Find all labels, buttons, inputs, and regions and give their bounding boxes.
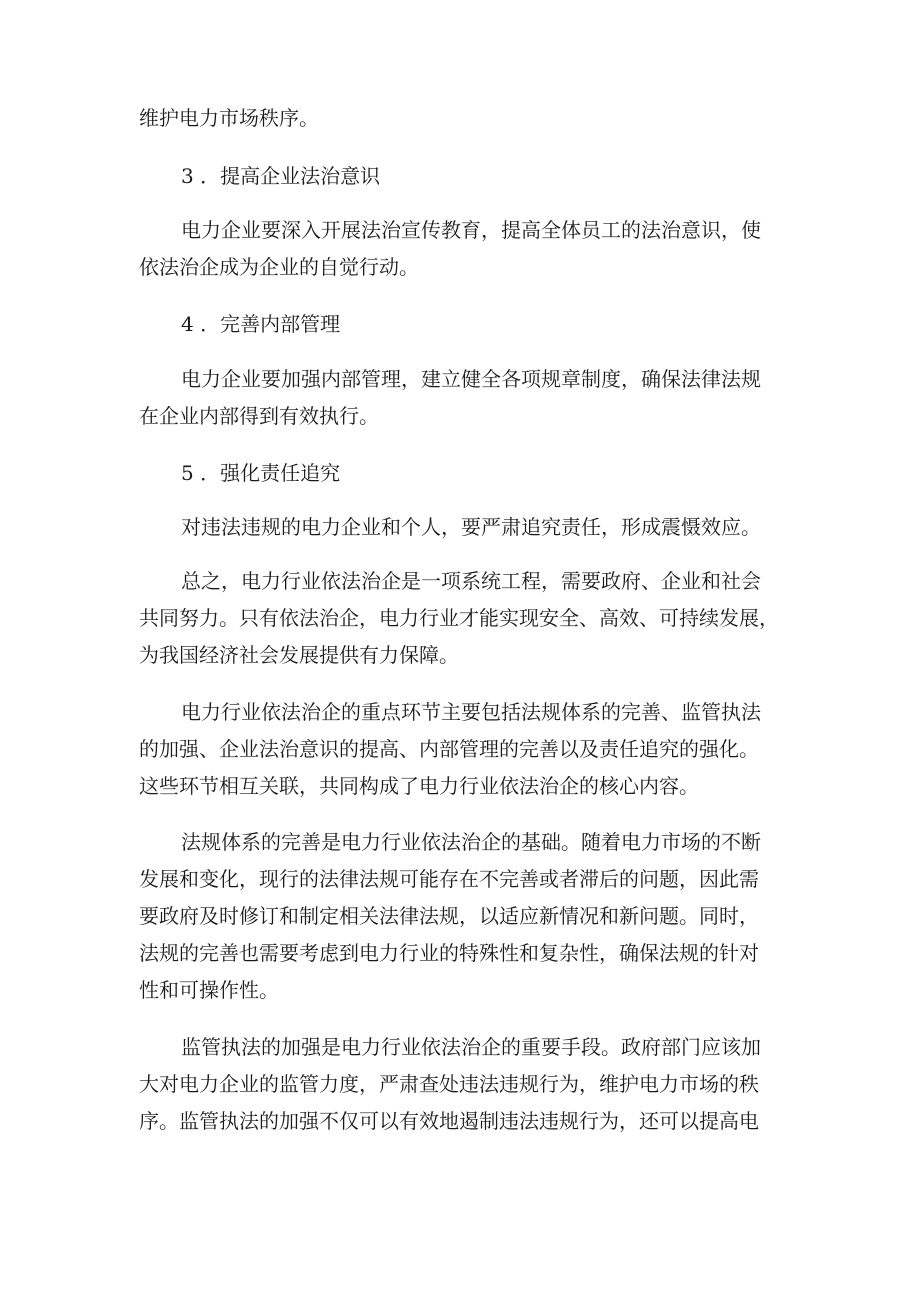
section-heading [139, 158, 380, 195]
text-line: 序。监管执法的加强不仅可以有效地遏制违法违规行为，还可以提高电 [139, 1109, 759, 1133]
text-line: 为我国经济社会发展提供有力保障。 [139, 643, 459, 667]
document-body [139, 0, 779, 1301]
paragraph [139, 509, 761, 546]
text-line: 监管执法的加强是电力行业依法治企的重要手段。政府部门应该加 [181, 1035, 761, 1059]
text-line: 共同努力。只有依法治企，电力行业才能实现安全、高效、可持续发展， [139, 606, 779, 630]
text-line: 在企业内部得到有效执行。 [139, 404, 379, 428]
text-line: 法规的完善也需要考虑到电力行业的特殊性和复杂性，确保法规的针对 [139, 941, 759, 965]
text-line: 总之，电力行业依法治企是一项系统工程，需要政府、企业和社会 [181, 569, 761, 593]
text-line: 4 ．完善内部管理 [181, 312, 341, 336]
text-line: 大对电力企业的监管力度，严肃查处违法违规行为，维护电力市场的秩 [139, 1072, 759, 1096]
text-line: 发展和变化，现行的法律法规可能存在不完善或者滞后的问题，因此需 [139, 867, 759, 891]
text-line: 的加强、企业法治意识的提高、内部管理的完善以及责任追究的强化。 [139, 737, 759, 761]
text-line: 这些环节相互关联，共同构成了电力行业依法治企的核心内容。 [139, 774, 699, 798]
paragraph [139, 100, 319, 137]
text-line: 3 ．提高企业法治意识 [181, 164, 381, 188]
section-heading [139, 306, 340, 343]
section-heading [139, 455, 340, 492]
text-line: 电力企业要深入开展法治宣传教育，提高全体员工的法治意识，使 [181, 218, 761, 242]
text-line: 电力行业依法治企的重点环节主要包括法规体系的完善、监管执法 [181, 700, 761, 724]
paragraph [139, 1029, 761, 1140]
text-line: 性和可操作性。 [139, 978, 279, 1002]
paragraph [139, 212, 761, 286]
text-line: 5 ．强化责任追究 [181, 461, 341, 485]
text-line: 电力企业要加强内部管理，建立健全各项规章制度，确保法律法规 [181, 367, 761, 391]
text-line: 依法治企成为企业的自觉行动。 [139, 255, 419, 279]
text-line: 法规体系的完善是电力行业依法治企的基础。随着电力市场的不断 [181, 830, 761, 854]
text-line: 对违法违规的电力企业和个人，要严肃追究责任，形成震慑效应。 [181, 515, 761, 539]
text-line: 要政府及时修订和制定相关法律法规，以适应新情况和新问题。同时， [139, 904, 759, 928]
text-line: 维护电力市场秩序。 [139, 106, 319, 130]
paragraph [139, 694, 761, 805]
paragraph [139, 824, 761, 1009]
paragraph [139, 361, 761, 435]
paragraph [139, 563, 779, 674]
